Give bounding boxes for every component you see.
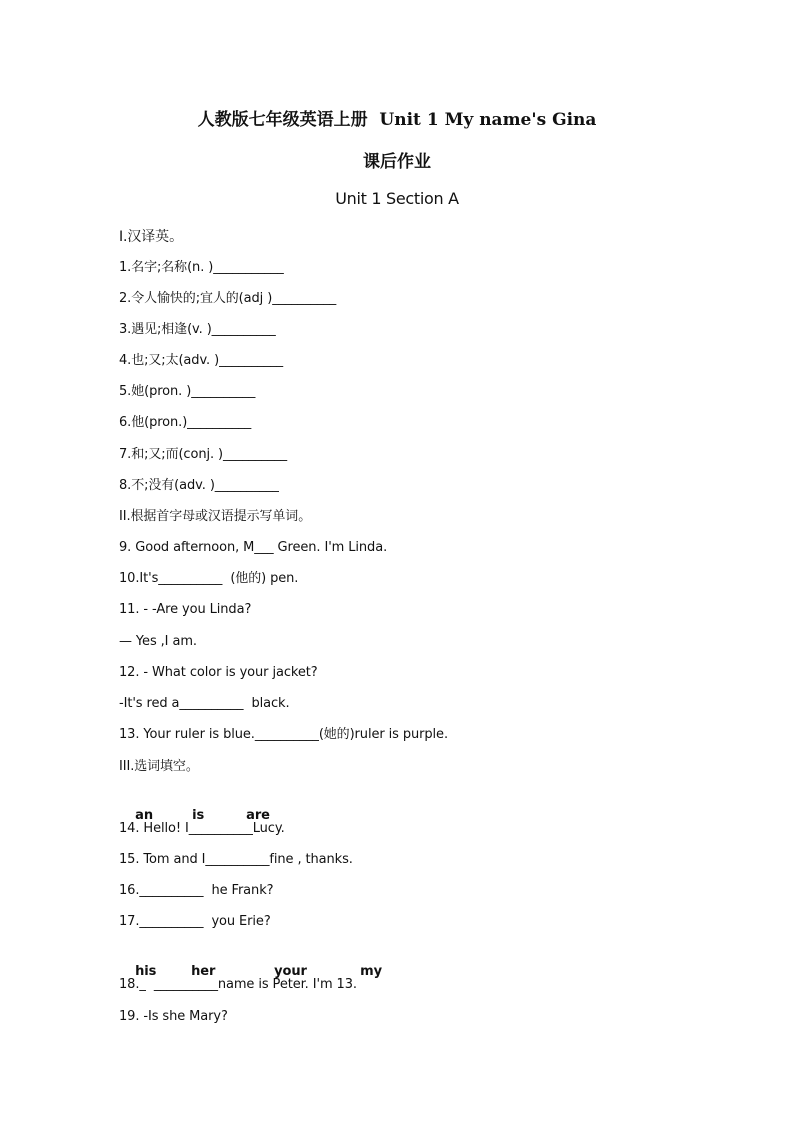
exercise-item: 10.It's__________ (他的) pen.	[119, 571, 299, 586]
exercise-item: 7.和;又;而(conj. )__________	[119, 447, 288, 462]
page-subtitle: 课后作业	[363, 152, 431, 172]
exercise-item: 16.__________ he Frank?	[119, 883, 274, 898]
exercise-item: 13. Your ruler is blue.__________(她的)ruler is purple.	[119, 727, 448, 742]
page-title: 人教版七年级英语上册 Unit 1 My name's Gina	[197, 110, 597, 130]
part1-heading: Ⅰ.汉译英。	[119, 229, 183, 245]
exercise-item: 11. - -Are you Linda?	[119, 602, 252, 617]
part3-heading: III.选词填空。	[119, 759, 199, 774]
part2-heading: II.根据首字母或汉语提示写单词。	[119, 509, 312, 524]
exercise-item: 2.令人愉快的;宜人的(adj )__________	[119, 291, 337, 306]
exercise-item: 15. Tom and I__________fine , thanks.	[119, 852, 353, 867]
exercise-item: 18._ __________name is Peter. I'm 13.	[119, 977, 357, 992]
word-bank-word: your	[274, 964, 307, 979]
exercise-item: -It's red a__________ black.	[119, 696, 290, 711]
exercise-item: — Yes ,I am.	[119, 634, 197, 649]
section-title: Unit 1 Section A	[335, 189, 459, 208]
word-bank-word: his	[135, 964, 157, 979]
exercise-item: 5.她(pron. )__________	[119, 384, 256, 399]
exercise-item: 12. - What color is your jacket?	[119, 665, 318, 680]
exercise-item: 14. Hello! I__________Lucy.	[119, 821, 285, 836]
word-bank-word: her	[191, 964, 216, 979]
exercise-item: 1.名字;名称(n. )___________	[119, 260, 284, 275]
exercise-item: 4.也;又;太(adv. )__________	[119, 353, 284, 368]
exercise-item: 19. -Is she Mary?	[119, 1009, 228, 1024]
exercise-item: 6.他(pron.)__________	[119, 415, 252, 430]
word-bank-word: an	[135, 808, 153, 823]
word-bank-word: my	[360, 964, 382, 979]
exercise-item: 3.遇见;相逢(v. )__________	[119, 322, 276, 337]
exercise-item: 9. Good afternoon, M___ Green. I'm Linda.	[119, 540, 388, 555]
word-bank-word: is	[192, 808, 205, 823]
word-bank-word: are	[246, 808, 270, 823]
exercise-item: 17.__________ you Erie?	[119, 914, 271, 929]
exercise-item: 8.不;没有(adv. )__________	[119, 478, 279, 493]
